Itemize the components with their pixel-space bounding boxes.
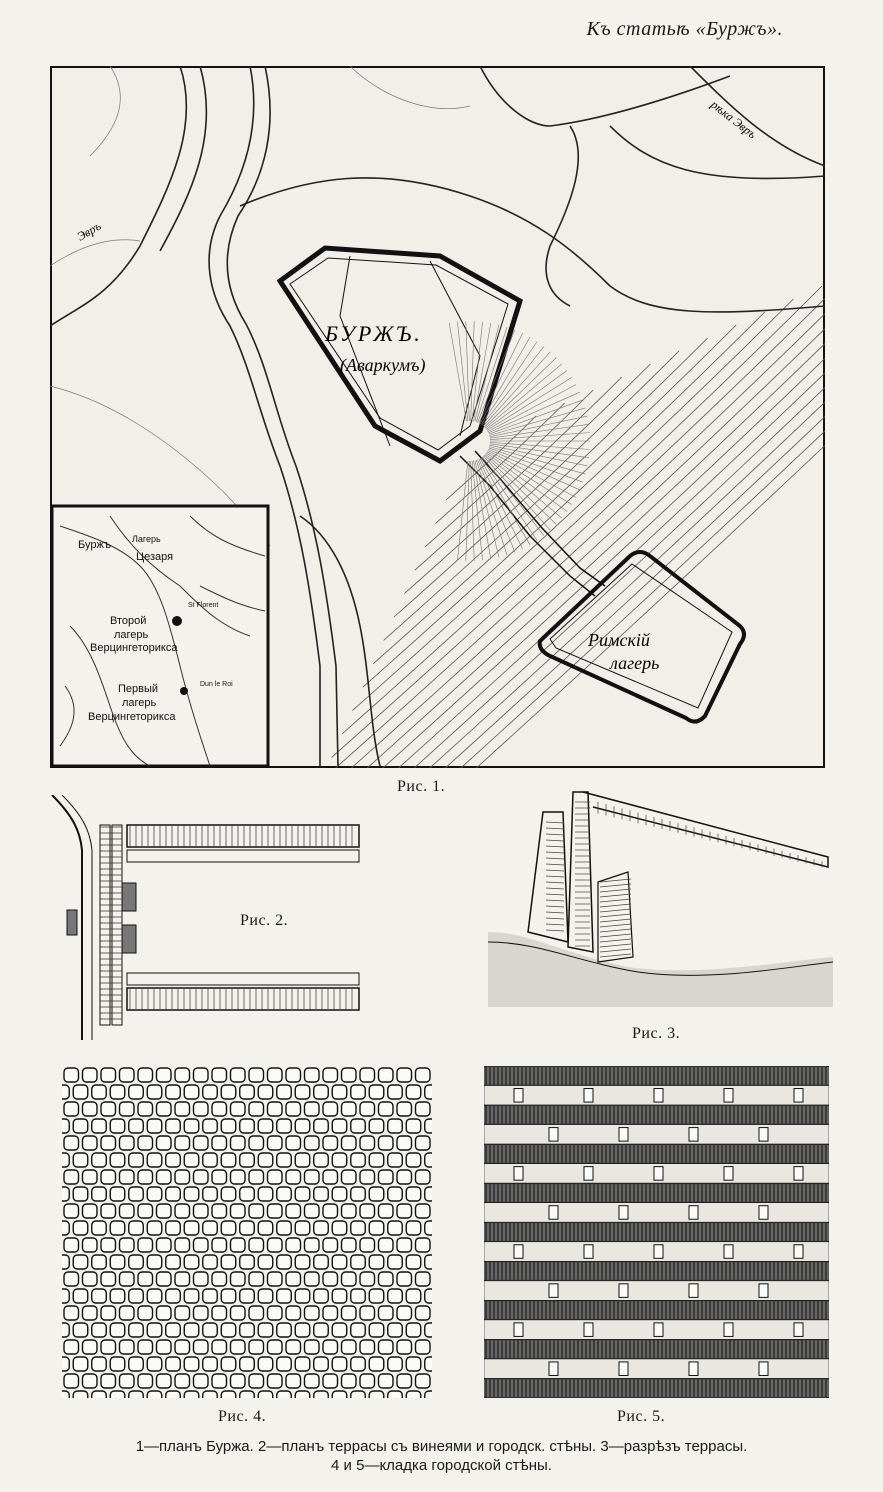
figure-4-caption: Рис. 4. <box>218 1408 267 1425</box>
page-header: Къ статьѣ «Буржъ». <box>586 18 783 40</box>
bottom-caption-line-1: 1—планъ Буржа. 2—планъ террасы съ винеями и городск. стѣны. 3—разрѣзъ террасы. <box>135 1438 748 1455</box>
river-label-top: рѣка Эвръ <box>708 97 760 142</box>
inset-first-2: лагерь <box>122 697 157 709</box>
roman-camp-label-2: лагерь <box>610 653 660 673</box>
inset-caesar-2: Цезаря <box>136 551 174 563</box>
bottom-caption <box>20 1437 863 1475</box>
city-label: БУРЖЪ. <box>325 321 423 346</box>
figure-4-masonry <box>62 1066 432 1398</box>
figure-2-caption: Рис. 2. <box>240 912 289 929</box>
figure-1-map <box>50 66 825 768</box>
inset-bourges: Буржъ <box>78 539 111 551</box>
inset-place-2: Dun le Roi <box>200 681 233 688</box>
river-label-left: Эвръ <box>74 218 104 244</box>
figure-1-caption: Рис. 1. <box>397 778 446 795</box>
figure-2-terrace-plan <box>42 795 362 1040</box>
figure-3-terrace-section <box>488 782 838 1007</box>
city-latin-label: (Аваркумъ) <box>340 355 426 375</box>
figure-5-masonry <box>484 1066 829 1398</box>
figure-5-caption: Рис. 5. <box>617 1408 666 1425</box>
inset-place-1: St Florent <box>188 602 219 609</box>
inset-second-3: Верцингеторикса <box>90 642 178 654</box>
inset-caesar-1: Лагерь <box>132 534 161 544</box>
roman-camp-label-1: Римскій <box>588 630 650 650</box>
inset-first-1: Первый <box>118 683 159 695</box>
inset-second-1: Второй <box>110 615 147 627</box>
figure-3-caption: Рис. 3. <box>632 1025 681 1042</box>
inset-first-3: Верцингеторикса <box>88 711 176 723</box>
bottom-caption-line-2: 4 и 5—кладка городской стѣны. <box>331 1457 552 1474</box>
inset-second-2: лагерь <box>114 629 149 641</box>
